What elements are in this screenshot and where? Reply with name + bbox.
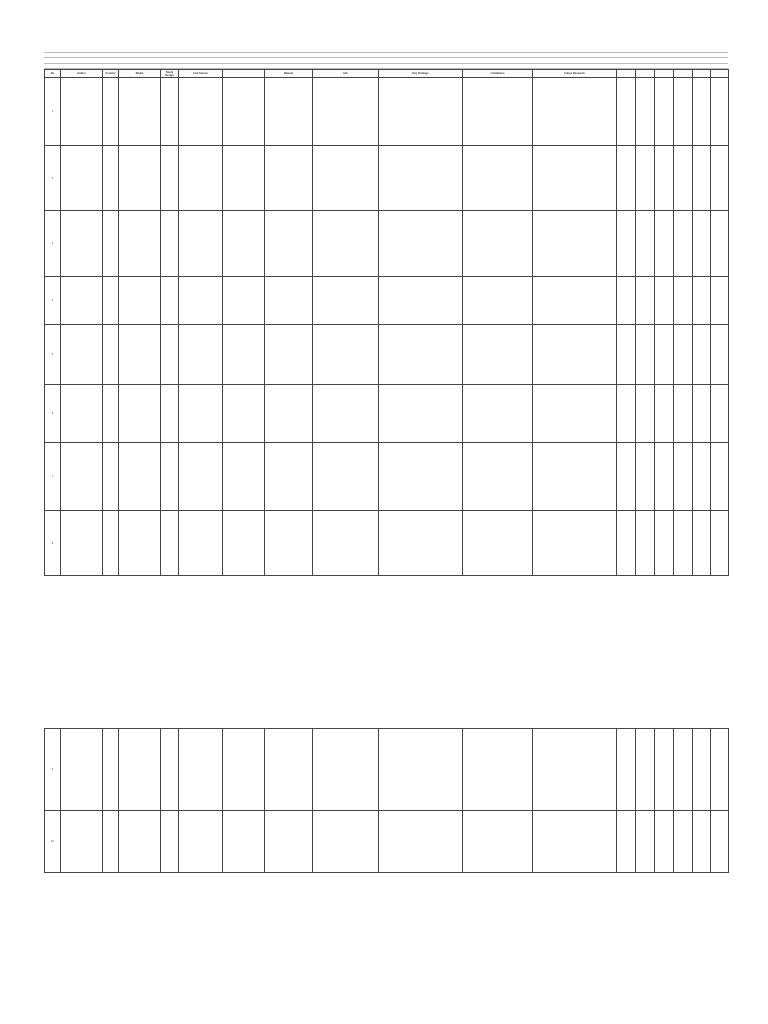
link-cell[interactable] — [179, 211, 223, 277]
table-cell — [655, 729, 674, 811]
table-cell — [655, 511, 674, 576]
table-cell — [655, 146, 674, 211]
table-cell — [223, 78, 265, 146]
table-cell — [711, 443, 729, 511]
table-cell — [636, 511, 655, 576]
table-cell — [636, 211, 655, 277]
table-cell — [379, 729, 463, 811]
table-cell — [674, 729, 693, 811]
table-cell — [636, 277, 655, 325]
table-cell — [463, 729, 533, 811]
table-cell — [265, 146, 313, 211]
row-number: 2 — [45, 146, 61, 211]
table-cell — [265, 385, 313, 443]
table-body-top — [45, 78, 729, 576]
table-cell — [313, 511, 379, 576]
col-15 — [674, 70, 693, 78]
table-cell — [636, 385, 655, 443]
table-cell — [636, 729, 655, 811]
table-cell — [533, 443, 617, 511]
table-cell — [265, 729, 313, 811]
table-cell — [161, 78, 179, 146]
table-cell — [636, 146, 655, 211]
table-cell — [655, 78, 674, 146]
table-cell — [674, 443, 693, 511]
table-cell — [674, 277, 693, 325]
row-number: 10 — [45, 811, 61, 873]
table-cell — [533, 511, 617, 576]
table-cell — [103, 443, 119, 511]
table-cell — [711, 385, 729, 443]
table-cell — [617, 443, 636, 511]
table-cell — [223, 146, 265, 211]
table-cell — [711, 146, 729, 211]
table-cell — [161, 511, 179, 576]
table-cell — [711, 811, 729, 873]
table-cell — [693, 211, 711, 277]
table-cell — [533, 211, 617, 277]
table-cell — [617, 811, 636, 873]
table-cell — [313, 277, 379, 325]
table-cell — [655, 811, 674, 873]
table-cell — [463, 385, 533, 443]
table-body-bottom — [45, 729, 729, 873]
table-cell — [711, 325, 729, 385]
link-cell[interactable] — [179, 511, 223, 576]
col-6 — [223, 70, 265, 78]
table-cell — [119, 511, 161, 576]
table-cell — [313, 729, 379, 811]
table-cell — [103, 729, 119, 811]
table-cell — [674, 385, 693, 443]
table-cell — [636, 325, 655, 385]
table-cell — [379, 277, 463, 325]
table-cell — [693, 146, 711, 211]
table-cell — [463, 511, 533, 576]
table-row — [45, 146, 729, 211]
table-cell — [119, 385, 161, 443]
table-cell — [533, 277, 617, 325]
table-cell — [533, 811, 617, 873]
table-row — [45, 385, 729, 443]
table-cell — [674, 811, 693, 873]
table-cell — [379, 325, 463, 385]
table-row — [45, 211, 729, 277]
link-cell[interactable] — [179, 811, 223, 873]
col-dataset: Dataset — [265, 70, 313, 78]
table-cell — [61, 211, 103, 277]
table-cell — [223, 211, 265, 277]
table-cell — [161, 811, 179, 873]
table-cell — [161, 146, 179, 211]
table-cell — [119, 277, 161, 325]
col-no: No — [45, 70, 61, 78]
table-cell — [636, 78, 655, 146]
table-cell — [655, 211, 674, 277]
table-cell — [265, 511, 313, 576]
table-cell — [103, 211, 119, 277]
table-cell — [617, 211, 636, 277]
table-cell — [533, 146, 617, 211]
table-cell — [223, 729, 265, 811]
col-country: Country — [103, 70, 119, 78]
table-cell — [223, 511, 265, 576]
table-cell — [103, 78, 119, 146]
table-cell — [61, 729, 103, 811]
table-cell — [223, 277, 265, 325]
table-cell — [674, 511, 693, 576]
table-cell — [693, 511, 711, 576]
table-cell — [103, 146, 119, 211]
table-cell — [617, 78, 636, 146]
col-author: Author — [61, 70, 103, 78]
table-cell — [313, 211, 379, 277]
table-cell — [119, 78, 161, 146]
table-cell — [265, 78, 313, 146]
col-link-source: Link Source — [179, 70, 223, 78]
table-cell — [161, 211, 179, 277]
table-cell — [636, 443, 655, 511]
table-cell — [655, 385, 674, 443]
table-cell — [379, 511, 463, 576]
row-number: 5 — [45, 325, 61, 385]
link-cell[interactable] — [179, 78, 223, 146]
link-cell[interactable] — [179, 277, 223, 325]
table-cell — [533, 325, 617, 385]
col-key-findings: Key Findings — [379, 70, 463, 78]
table-cell — [379, 443, 463, 511]
table-cell — [463, 277, 533, 325]
table-cell — [711, 277, 729, 325]
table-row — [45, 729, 729, 811]
row-number: 9 — [45, 729, 61, 811]
table-cell — [674, 325, 693, 385]
table-cell — [265, 811, 313, 873]
row-number: 4 — [45, 277, 61, 325]
table-cell — [533, 385, 617, 443]
table-cell — [617, 146, 636, 211]
table-cell — [533, 78, 617, 146]
col-14 — [655, 70, 674, 78]
table-cell — [103, 325, 119, 385]
table-cell — [103, 511, 119, 576]
header-row — [45, 70, 729, 78]
table-cell — [223, 325, 265, 385]
table-cell — [61, 811, 103, 873]
table-cell — [379, 146, 463, 211]
table-cell — [119, 443, 161, 511]
table-cell — [693, 729, 711, 811]
table-cell — [693, 277, 711, 325]
table-cell — [313, 811, 379, 873]
table-cell — [617, 277, 636, 325]
table-row — [45, 78, 729, 146]
table-cell — [674, 146, 693, 211]
table-cell — [313, 385, 379, 443]
col-16 — [693, 70, 711, 78]
table-cell — [636, 811, 655, 873]
literature-table-2 — [44, 728, 729, 873]
table-cell — [313, 146, 379, 211]
table-cell — [655, 443, 674, 511]
link-cell[interactable] — [179, 146, 223, 211]
table-row — [45, 277, 729, 325]
table-cell — [711, 729, 729, 811]
table-cell — [463, 146, 533, 211]
table-cell — [61, 325, 103, 385]
table-cell — [617, 325, 636, 385]
table-cell — [119, 811, 161, 873]
table-cell — [119, 729, 161, 811]
col-study-design: Study Design — [161, 70, 179, 78]
table-cell — [223, 385, 265, 443]
table-cell — [693, 78, 711, 146]
table-cell — [313, 443, 379, 511]
table-cell — [119, 211, 161, 277]
table-cell — [313, 78, 379, 146]
col-12 — [617, 70, 636, 78]
col-17 — [711, 70, 729, 78]
table-cell — [223, 811, 265, 873]
table-cell — [693, 811, 711, 873]
table-row — [45, 511, 729, 576]
table-cell — [265, 443, 313, 511]
table-row — [45, 443, 729, 511]
col-13 — [636, 70, 655, 78]
row-number: 6 — [45, 385, 61, 443]
table-cell — [119, 325, 161, 385]
row-number: 3 — [45, 211, 61, 277]
table-cell — [617, 385, 636, 443]
table-cell — [674, 211, 693, 277]
link-cell[interactable] — [179, 729, 223, 811]
table-cell — [103, 277, 119, 325]
col-limitations: Limitations — [463, 70, 533, 78]
literature-table — [44, 69, 729, 576]
sheet-meta — [44, 47, 728, 69]
table-cell — [711, 511, 729, 576]
table-cell — [61, 78, 103, 146]
table-cell — [617, 729, 636, 811]
table-cell — [265, 211, 313, 277]
table-cell — [103, 385, 119, 443]
table-cell — [711, 78, 729, 146]
table-cell — [693, 325, 711, 385]
table-cell — [61, 443, 103, 511]
table-cell — [655, 325, 674, 385]
row-number: 8 — [45, 511, 61, 576]
row-number: 1 — [45, 78, 61, 146]
col-model: Model — [119, 70, 161, 78]
table-cell — [693, 385, 711, 443]
table-cell — [161, 443, 179, 511]
table-cell — [265, 277, 313, 325]
link-cell[interactable] — [179, 325, 223, 385]
table-cell — [161, 729, 179, 811]
table-cell — [693, 443, 711, 511]
table-cell — [161, 277, 179, 325]
spreadsheet-page — [44, 47, 728, 576]
table-cell — [379, 811, 463, 873]
spreadsheet-page-2 — [44, 728, 728, 873]
row-number: 7 — [45, 443, 61, 511]
table-cell — [103, 811, 119, 873]
table-cell — [463, 811, 533, 873]
table-cell — [161, 385, 179, 443]
table-cell — [265, 325, 313, 385]
table-cell — [533, 729, 617, 811]
col-aim: Aim — [313, 70, 379, 78]
table-cell — [313, 325, 379, 385]
table-cell — [674, 78, 693, 146]
table-cell — [379, 211, 463, 277]
table-cell — [61, 385, 103, 443]
table-cell — [161, 325, 179, 385]
table-cell — [61, 511, 103, 576]
table-cell — [463, 78, 533, 146]
table-row — [45, 811, 729, 873]
table-row — [45, 325, 729, 385]
col-future-research: Future Research — [533, 70, 617, 78]
table-cell — [223, 443, 265, 511]
table-cell — [61, 146, 103, 211]
table-cell — [379, 385, 463, 443]
link-cell[interactable] — [179, 385, 223, 443]
table-cell — [655, 277, 674, 325]
table-cell — [61, 277, 103, 325]
link-cell[interactable] — [179, 443, 223, 511]
table-cell — [463, 211, 533, 277]
table-cell — [379, 78, 463, 146]
table-cell — [711, 211, 729, 277]
table-cell — [463, 325, 533, 385]
table-cell — [119, 146, 161, 211]
table-cell — [463, 443, 533, 511]
table-cell — [617, 511, 636, 576]
